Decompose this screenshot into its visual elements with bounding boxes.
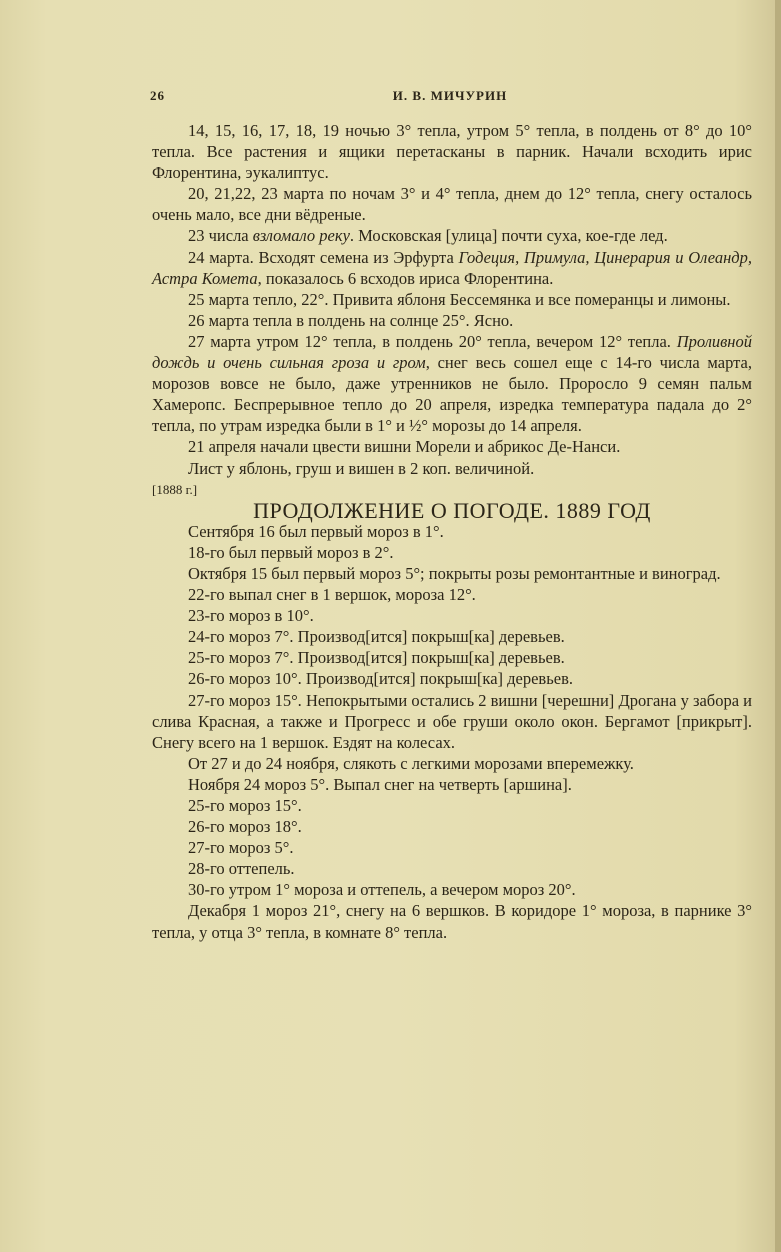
paragraph: 18-го был первый мороз в 2°. [188, 542, 394, 562]
paragraph: 25-го мороз 15°. [188, 796, 302, 815]
paragraph: Сентября 16 был первый мороз в 1°. [188, 521, 444, 541]
running-title: И. В. МИЧУРИН [392, 88, 508, 103]
paragraph: Октября 15 был первый мороз 5°; покрыты розы ремонтантные и виноград. [188, 563, 721, 583]
page-number: 26 [150, 88, 165, 103]
year-note: [1888 г.] [152, 481, 198, 497]
paragraph: От 27 и до 24 ноября, слякоть с легкими морозами вперемежку. [188, 753, 634, 773]
paragraph: 24 марта. Всходят семена из Эрфурта Годеция, Примула, Цинерария и Олеандр, Астра Комета, показалось 6 всходов ириса Флорентина. [152, 247, 752, 288]
paragraph: Лист у яблонь, груш и вишен в 2 коп. величиной. [188, 458, 535, 478]
paragraph: 22-го выпал снег в 1 вершок, мороза 12°. [188, 585, 476, 605]
paragraph: Декабря 1 мороз 21°, снегу на 6 вершков. В коридоре 1° мороза, в парнике 3° тепла, у отца 3° тепла, в комнате 8° тепла. [152, 901, 752, 942]
paragraph: 14, 15, 16, 17, 18, 19 ночью 3° тепла, утром 5° тепла, в полдень от 8° до 10° тепла. Все растения и ящики перетасканы в парник. Начали всходить ирис Флорентина, эукалиптус. [152, 121, 752, 183]
paragraph: 24-го мороз 7°. Производ[ится] покрыш[ка] деревьев. [188, 627, 565, 647]
page-header [150, 88, 750, 108]
paragraph: 25-го мороз 7°. Производ[ится] покрыш[ка] деревьев. [188, 648, 565, 668]
paragraph: 26 марта тепла в полдень на солнце 25°. Ясно. [188, 310, 514, 330]
paragraph: 30-го утром 1° мороза и оттепель, а вечером мороз 20°. [188, 880, 576, 900]
paragraph: 25 марта тепло, 22°. Привита яблоня Бессемянка и все померанцы и лимоны. [188, 289, 731, 309]
paragraph: 20, 21,22, 23 марта по ночам 3° и 4° тепла, днем до 12° тепла, снегу осталось очень мало, все дни вёдреные. [152, 184, 752, 225]
paragraph: 28-го оттепель. [188, 859, 295, 879]
paragraph: 27-го мороз 5°. [188, 838, 294, 858]
paragraph: 26-го мороз 18°. [188, 817, 302, 837]
paragraph: 27 марта утром 12° тепла, в полдень 20° тепла, вечером 12° тепла. Проливной дождь и очень сильная гроза и гром, снег весь сошел еще с 14-го числа марта, морозов вовсе не было, даже утренников не было. Проросло 9 семян пальм Хамеропс. Беспрерывное тепло до 20 апреля, изредка температура падала до 2° тепла, по утрам изредка были в 1° и ½° морозы до 14 апреля. [152, 331, 752, 436]
paragraph: 27-го мороз 15°. Непокрытыми остались 2 вишни [черешни] Дрогана у забора и слива Красная, а также и Прогресс и обе груши около окон. Бергамот [прикрыт]. Снегу всего на 1 вершок. Ездят на колесах. [152, 690, 752, 752]
paragraph: 26-го мороз 10°. Производ[ится] покрыш[ка] деревьев. [188, 669, 573, 689]
paragraph: 23-го мороз в 10°. [188, 606, 314, 626]
paragraph: 23 числа взломало реку. Московская [улица] почти суха, кое-где лед. [188, 226, 668, 246]
section-heading: ПРОДОЛЖЕНИЕ О ПОГОДЕ. 1889 ГОД [253, 497, 651, 523]
paragraph: 21 апреля начали цвести вишни Морели и абрикос Де-Нанси. [188, 437, 621, 457]
page-edge [775, 0, 781, 1252]
body-text [152, 120, 752, 943]
paragraph: Ноября 24 мороз 5°. Выпал снег на четверть [аршина]. [188, 774, 572, 794]
